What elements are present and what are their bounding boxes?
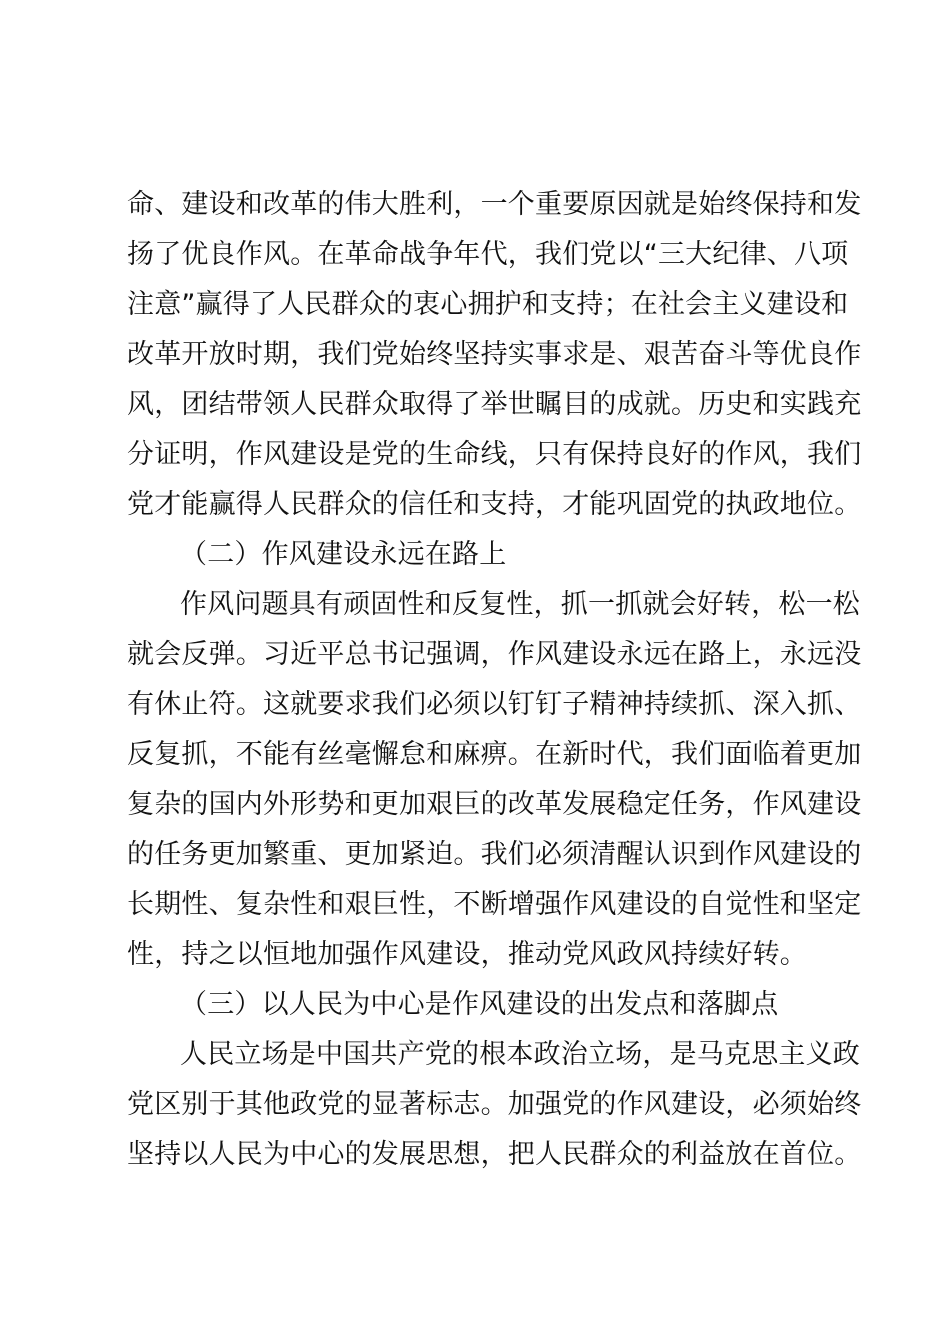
text-line: 反复抓，不能有丝毫懈怠和麻痹。在新时代，我们面临着更加 — [127, 739, 862, 770]
text-line: 复杂的国内外形势和更加艰巨的改革发展稳定任务，作风建设 — [127, 789, 862, 820]
text-line: 党区别于其他政党的显著标志。加强党的作风建设，必须始终 — [127, 1089, 862, 1120]
text-line: 扬了优良作风。在革命战争年代，我们党以“三大纪律、八项 — [127, 239, 849, 270]
text-line: 长期性、复杂性和艰巨性，不断增强作风建设的自觉性和坚定 — [127, 889, 862, 920]
text-line: 风，团结带领人民群众取得了举世瞩目的成就。历史和实践充 — [127, 389, 862, 420]
text-line: 坚持以人民为中心的发展思想，把人民群众的利益放在首位。 — [127, 1139, 862, 1170]
text-line: 注意”赢得了人民群众的衷心拥护和支持；在社会主义建设和 — [127, 289, 849, 320]
text-line: 党才能赢得人民群众的信任和支持，才能巩固党的执政地位。 — [127, 489, 862, 520]
text-line: 分证明，作风建设是党的生命线，只有保持良好的作风，我们 — [127, 439, 862, 470]
section-heading-2: （二）作风建设永远在路上 — [180, 539, 507, 570]
text-line: 就会反弹。习近平总书记强调，作风建设永远在路上，永远没 — [127, 639, 862, 670]
text-line: 的任务更加繁重、更加紧迫。我们必须清醒认识到作风建设的 — [127, 839, 862, 870]
text-line: 有休止符。这就要求我们必须以钉钉子精神持续抓、深入抓、 — [127, 689, 862, 720]
text-line: 改革开放时期，我们党始终坚持实事求是、艰苦奋斗等优良作 — [127, 339, 862, 370]
section-heading-3: （三）以人民为中心是作风建设的出发点和落脚点 — [180, 989, 779, 1020]
text-line: 命、建设和改革的伟大胜利，一个重要原因就是始终保持和发 — [127, 189, 862, 220]
text-line: 性，持之以恒地加强作风建设，推动党风政风持续好转。 — [127, 939, 807, 970]
text-line: 人民立场是中国共产党的根本政治立场，是马克思主义政 — [180, 1039, 860, 1070]
text-line: 作风问题具有顽固性和反复性，抓一抓就会好转，松一松 — [180, 589, 860, 620]
